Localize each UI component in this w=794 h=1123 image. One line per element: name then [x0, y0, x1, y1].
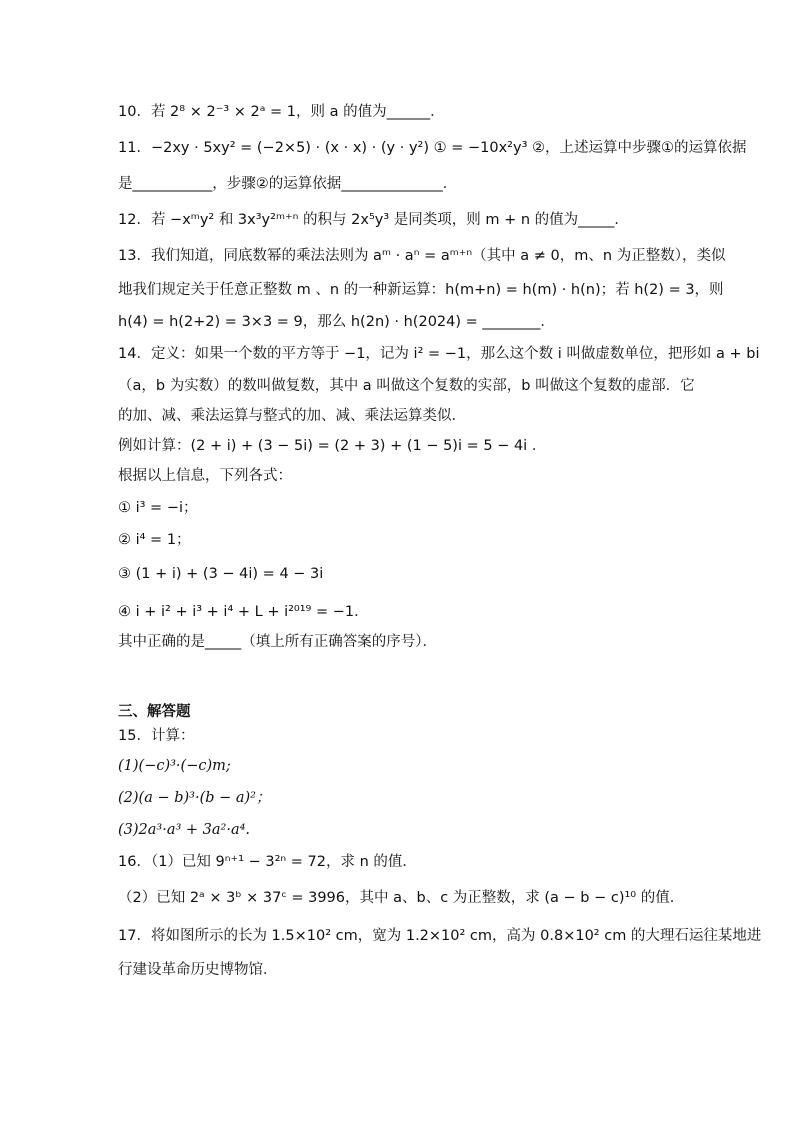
question-15-part-2: (2)(a − b)³·(b − a)²；: [118, 790, 271, 806]
section-heading-answer: 三、解答题: [118, 704, 191, 720]
question-14-option-1: ① i³ = −i；: [118, 500, 198, 516]
question-11-line-1: 11．−2xy · 5xy² = (−2×5) · (x · x) · (y · y²) ① = −10x²y³ ②，上述运算中步骤①的运算依据: [118, 140, 747, 156]
question-14-option-4: ④ i + i² + i³ + i⁴ + L + i²⁰¹⁹ = −1．: [118, 604, 369, 620]
question-14-line-2: （a，b 为实数）的数叫做复数，其中 a 叫做这个复数的实部，b 叫做这个复数的虚部．它: [118, 378, 695, 394]
question-14-option-3: ③ (1 + i) + (3 − 4i) = 4 − 3i: [118, 566, 324, 582]
question-14-example: 例如计算：(2 + i) + (3 − 5i) = (2 + 3) + (1 − 5)i = 5 − 4i ．: [118, 438, 547, 454]
question-12: 12．若 −xᵐy² 和 3x³y²ᵐ⁺ⁿ 的积与 2x⁵y³ 是同类项，则 m + n 的值为_____．: [118, 212, 629, 228]
question-13-line-3: h(4) = h(2+2) = 3×3 = 9，那么 h(2n) · h(2024) = ________．: [118, 314, 555, 330]
question-17-line-2: 行建设革命历史博物馆．: [118, 962, 278, 978]
question-14-ask: 其中正确的是_____（填上所有正确答案的序号）．: [118, 634, 437, 650]
question-14-line-1: 14．定义：如果一个数的平方等于 −1，记为 i² = −1，那么这个数 i 叫做虚数单位，把形如 a + bi: [118, 346, 760, 362]
question-11-line-2: 是___________，步骤②的运算依据______________．: [118, 176, 458, 192]
question-17-line-1: 17．将如图所示的长为 1.5×10² cm，宽为 1.2×10² cm，高为 0.8×10² cm 的大理石运往某地进: [118, 928, 762, 944]
question-14-option-2: ② i⁴ = 1；: [118, 532, 191, 548]
question-13-line-1: 13．我们知道，同底数幂的乘法法则为 aᵐ · aⁿ = aᵐ⁺ⁿ（其中 a ≠ 0，m、n 为正整数），类似: [118, 248, 726, 264]
question-15: 15．计算：: [118, 728, 195, 744]
question-15-part-3: (3)2a³·a³ + 3a²·a⁴.: [118, 822, 251, 838]
question-14-intro: 根据以上信息，下列各式：: [118, 468, 292, 484]
question-13-line-2: 地我们规定关于任意正整数 m 、n 的一种新运算：h(m+n) = h(m) · h(n)；若 h(2) = 3，则: [118, 282, 724, 298]
question-16-part-2: （2）已知 2ᵃ × 3ᵇ × 37ᶜ = 3996，其中 a、b、c 为正整数，求 (a − b − c)¹⁰ 的值．: [118, 890, 685, 906]
question-14-line-3: 的加、减、乘法运算与整式的加、减、乘法运算类似．: [118, 408, 466, 424]
question-10: 10．若 2⁸ × 2⁻³ × 2ᵃ = 1，则 a 的值为______．: [118, 104, 445, 120]
question-16-part-1: 16．（1）已知 9ⁿ⁺¹ − 3²ⁿ = 72，求 n 的值．: [118, 854, 417, 870]
question-15-part-1: (1)(−c)³·(−c)m;: [118, 758, 231, 774]
